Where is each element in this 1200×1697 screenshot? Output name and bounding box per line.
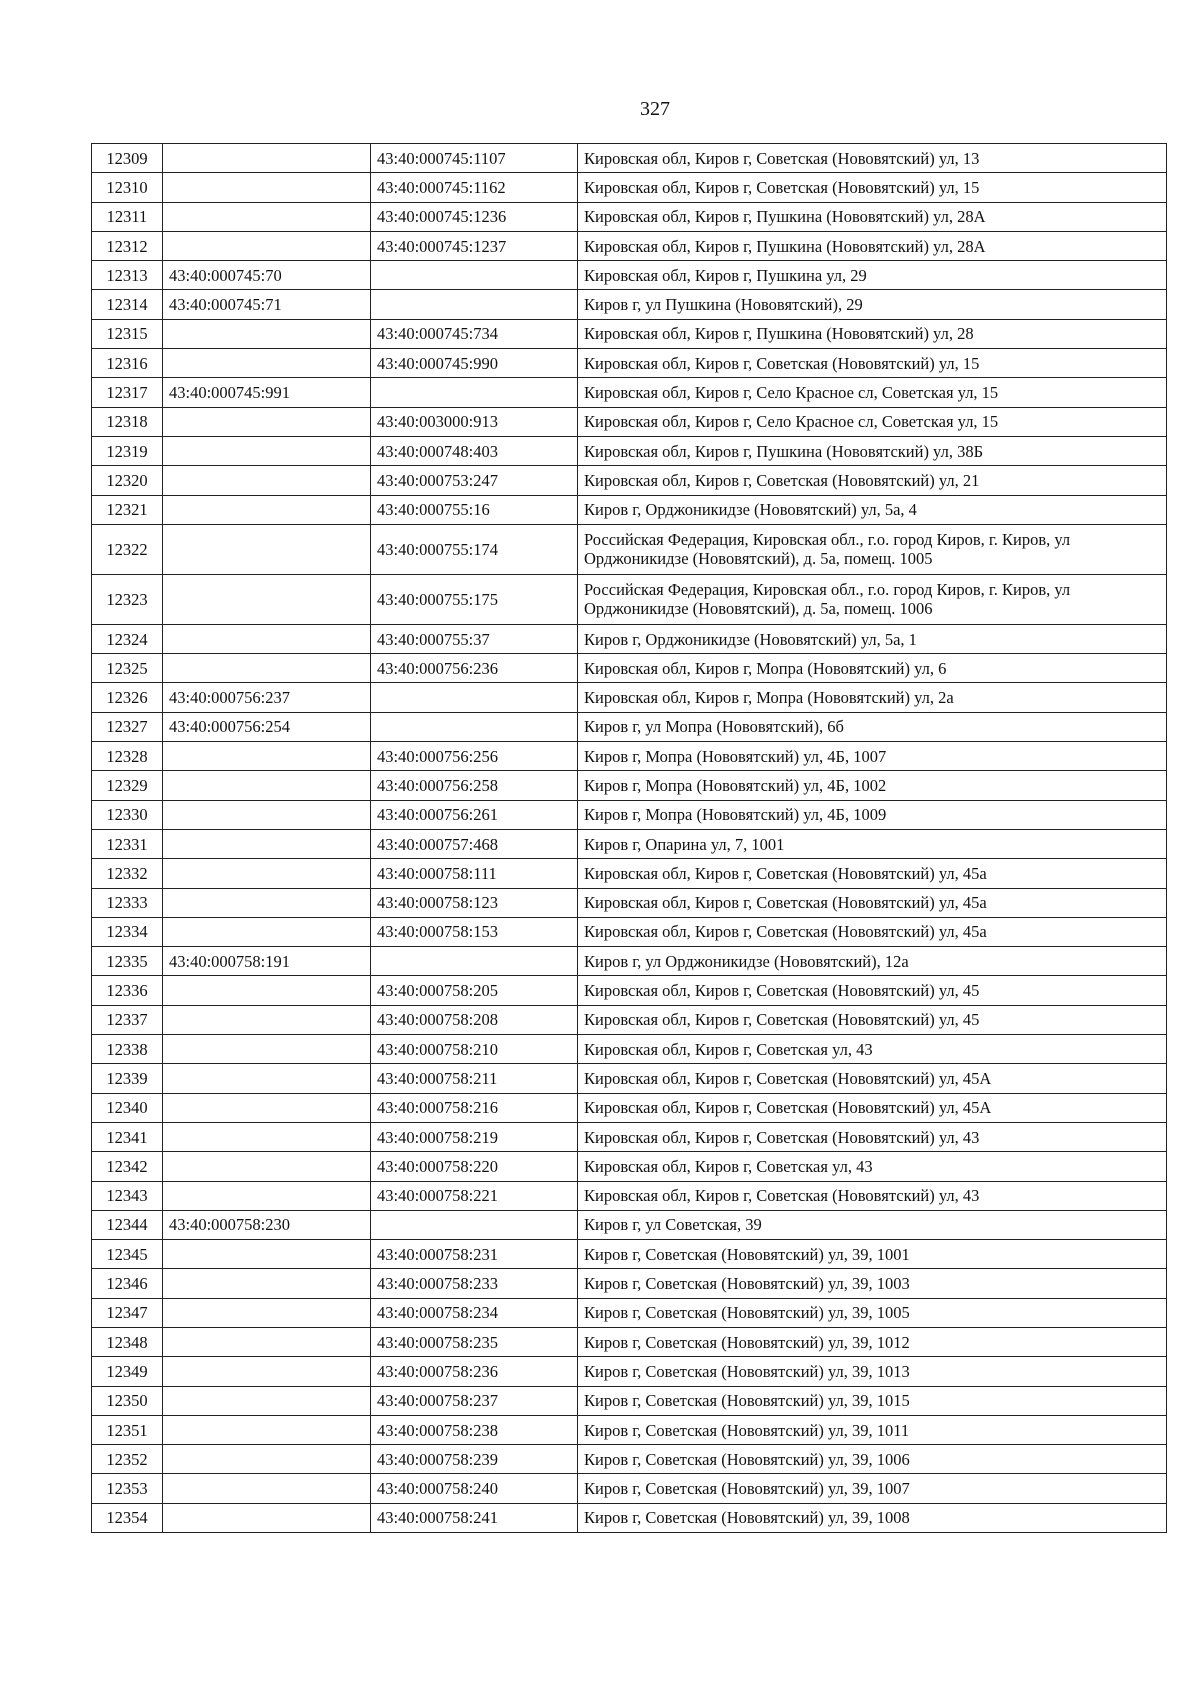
row-number-cell: 12350 bbox=[92, 1386, 163, 1415]
row-number-cell: 12318 bbox=[92, 407, 163, 436]
cadastral-number-b-cell: 43:40:000753:247 bbox=[371, 466, 578, 495]
cadastral-number-b-cell bbox=[371, 261, 578, 290]
cadastral-number-a-cell bbox=[163, 1152, 371, 1181]
address-cell: Кировская обл, Киров г, Советская (Нововятский) ул, 15 bbox=[578, 173, 1167, 202]
row-number-cell: 12338 bbox=[92, 1035, 163, 1064]
table-row bbox=[92, 888, 1167, 917]
table-row bbox=[92, 1327, 1167, 1356]
table-row bbox=[92, 436, 1167, 465]
cadastral-number-b-cell bbox=[371, 378, 578, 407]
table-row bbox=[92, 202, 1167, 231]
address-cell: Кировская обл, Киров г, Советская (Нововятский) ул, 43 bbox=[578, 1122, 1167, 1151]
table-row bbox=[92, 800, 1167, 829]
row-number-cell: 12311 bbox=[92, 202, 163, 231]
cadastral-number-a-cell bbox=[163, 742, 371, 771]
cadastral-number-a-cell bbox=[163, 1386, 371, 1415]
cadastral-number-b-cell: 43:40:000758:111 bbox=[371, 859, 578, 888]
cadastral-number-a-cell bbox=[163, 859, 371, 888]
cadastral-number-a-cell bbox=[163, 1415, 371, 1444]
row-number-cell: 12315 bbox=[92, 319, 163, 348]
cadastral-number-a-cell bbox=[163, 1064, 371, 1093]
cadastral-number-a-cell bbox=[163, 1445, 371, 1474]
address-cell: Кировская обл, Киров г, Советская (Нововятский) ул, 43 bbox=[578, 1181, 1167, 1210]
cadastral-number-b-cell bbox=[371, 712, 578, 741]
table-row bbox=[92, 771, 1167, 800]
table-row bbox=[92, 378, 1167, 407]
table-row bbox=[92, 1210, 1167, 1239]
row-number-cell: 12330 bbox=[92, 800, 163, 829]
cadastral-number-b-cell: 43:40:000755:16 bbox=[371, 495, 578, 524]
row-number-cell: 12313 bbox=[92, 261, 163, 290]
row-number-cell: 12345 bbox=[92, 1240, 163, 1269]
table-row bbox=[92, 712, 1167, 741]
address-cell: Киров г, Советская (Нововятский) ул, 39, 1003 bbox=[578, 1269, 1167, 1298]
address-cell: Российская Федерация, Кировская обл., г.о. город Киров, г. Киров, ул Орджоникидзе (Нововятский), д. 5а, помещ. 1005 bbox=[578, 524, 1167, 574]
table-row bbox=[92, 1122, 1167, 1151]
address-cell: Киров г, Опарина ул, 7, 1001 bbox=[578, 829, 1167, 858]
cadastral-number-b-cell: 43:40:000745:1236 bbox=[371, 202, 578, 231]
cadastral-number-a-cell bbox=[163, 1357, 371, 1386]
cadastral-number-b-cell: 43:40:000758:238 bbox=[371, 1415, 578, 1444]
cadastral-number-b-cell: 43:40:000758:211 bbox=[371, 1064, 578, 1093]
table-row bbox=[92, 917, 1167, 946]
cadastral-number-b-cell: 43:40:000758:240 bbox=[371, 1474, 578, 1503]
cadastral-number-a-cell bbox=[163, 1503, 371, 1532]
cadastral-number-b-cell: 43:40:000758:237 bbox=[371, 1386, 578, 1415]
cadastral-number-a-cell bbox=[163, 1122, 371, 1151]
cadastral-number-a-cell bbox=[163, 466, 371, 495]
cadastral-number-a-cell bbox=[163, 144, 371, 173]
cadastral-number-a-cell bbox=[163, 524, 371, 574]
table-row bbox=[92, 1298, 1167, 1327]
cadastral-number-a-cell bbox=[163, 173, 371, 202]
row-number-cell: 12321 bbox=[92, 495, 163, 524]
table-row bbox=[92, 1181, 1167, 1210]
address-cell: Киров г, Советская (Нововятский) ул, 39, 1008 bbox=[578, 1503, 1167, 1532]
cadastral-number-b-cell: 43:40:000755:37 bbox=[371, 624, 578, 653]
cadastral-number-a-cell bbox=[163, 1093, 371, 1122]
cadastral-number-a-cell bbox=[163, 349, 371, 378]
row-number-cell: 12314 bbox=[92, 290, 163, 319]
row-number-cell: 12312 bbox=[92, 231, 163, 260]
row-number-cell: 12329 bbox=[92, 771, 163, 800]
table-row bbox=[92, 290, 1167, 319]
cadastral-number-a-cell bbox=[163, 202, 371, 231]
table-row bbox=[92, 1152, 1167, 1181]
cadastral-number-b-cell: 43:40:000758:205 bbox=[371, 976, 578, 1005]
cadastral-number-b-cell: 43:40:000758:220 bbox=[371, 1152, 578, 1181]
cadastral-number-b-cell: 43:40:000758:241 bbox=[371, 1503, 578, 1532]
cadastral-number-a-cell bbox=[163, 231, 371, 260]
cadastral-number-a-cell bbox=[163, 800, 371, 829]
row-number-cell: 12335 bbox=[92, 947, 163, 976]
cadastral-number-a-cell: 43:40:000745:71 bbox=[163, 290, 371, 319]
row-number-cell: 12310 bbox=[92, 173, 163, 202]
row-number-cell: 12352 bbox=[92, 1445, 163, 1474]
address-cell: Кировская обл, Киров г, Советская (Нововятский) ул, 13 bbox=[578, 144, 1167, 173]
cadastral-number-a-cell bbox=[163, 1035, 371, 1064]
address-cell: Кировская обл, Киров г, Советская ул, 43 bbox=[578, 1152, 1167, 1181]
cadastral-number-a-cell bbox=[163, 407, 371, 436]
address-cell: Киров г, ул Пушкина (Нововятский), 29 bbox=[578, 290, 1167, 319]
table-row bbox=[92, 1093, 1167, 1122]
row-number-cell: 12340 bbox=[92, 1093, 163, 1122]
row-number-cell: 12327 bbox=[92, 712, 163, 741]
address-cell: Кировская обл, Киров г, Советская (Нововятский) ул, 45А bbox=[578, 1093, 1167, 1122]
cadastral-number-a-cell bbox=[163, 319, 371, 348]
address-cell: Киров г, Советская (Нововятский) ул, 39, 1012 bbox=[578, 1327, 1167, 1356]
address-cell: Киров г, Советская (Нововятский) ул, 39, 1013 bbox=[578, 1357, 1167, 1386]
cadastral-number-a-cell bbox=[163, 574, 371, 624]
cadastral-number-b-cell: 43:40:000758:219 bbox=[371, 1122, 578, 1151]
row-number-cell: 12326 bbox=[92, 683, 163, 712]
address-cell: Кировская обл, Киров г, Советская (Нововятский) ул, 45 bbox=[578, 1005, 1167, 1034]
address-cell: Кировская обл, Киров г, Село Красное сл, Советская ул, 15 bbox=[578, 407, 1167, 436]
address-cell: Кировская обл, Киров г, Пушкина (Нововятский) ул, 28А bbox=[578, 231, 1167, 260]
table-row bbox=[92, 1503, 1167, 1532]
registry-table bbox=[91, 143, 1167, 1533]
cadastral-number-b-cell: 43:40:003000:913 bbox=[371, 407, 578, 436]
cadastral-number-a-cell: 43:40:000756:237 bbox=[163, 683, 371, 712]
table-row bbox=[92, 407, 1167, 436]
table-row bbox=[92, 466, 1167, 495]
cadastral-number-a-cell bbox=[163, 1327, 371, 1356]
table-row bbox=[92, 1474, 1167, 1503]
cadastral-number-b-cell: 43:40:000758:235 bbox=[371, 1327, 578, 1356]
address-cell: Киров г, Советская (Нововятский) ул, 39, 1015 bbox=[578, 1386, 1167, 1415]
cadastral-number-b-cell bbox=[371, 683, 578, 712]
row-number-cell: 12342 bbox=[92, 1152, 163, 1181]
table-row bbox=[92, 1240, 1167, 1269]
address-cell: Киров г, Мопра (Нововятский) ул, 4Б, 1002 bbox=[578, 771, 1167, 800]
table-row bbox=[92, 144, 1167, 173]
cadastral-number-a-cell: 43:40:000756:254 bbox=[163, 712, 371, 741]
cadastral-number-b-cell: 43:40:000755:175 bbox=[371, 574, 578, 624]
row-number-cell: 12328 bbox=[92, 742, 163, 771]
address-cell: Киров г, Советская (Нововятский) ул, 39, 1005 bbox=[578, 1298, 1167, 1327]
row-number-cell: 12348 bbox=[92, 1327, 163, 1356]
table-row bbox=[92, 261, 1167, 290]
cadastral-number-b-cell: 43:40:000745:734 bbox=[371, 319, 578, 348]
row-number-cell: 12339 bbox=[92, 1064, 163, 1093]
address-cell: Киров г, Мопра (Нововятский) ул, 4Б, 1007 bbox=[578, 742, 1167, 771]
address-cell: Кировская обл, Киров г, Пушкина (Нововятский) ул, 38Б bbox=[578, 436, 1167, 465]
address-cell: Киров г, Советская (Нововятский) ул, 39, 1007 bbox=[578, 1474, 1167, 1503]
table-row bbox=[92, 349, 1167, 378]
row-number-cell: 12317 bbox=[92, 378, 163, 407]
address-cell: Кировская обл, Киров г, Советская (Нововятский) ул, 45а bbox=[578, 917, 1167, 946]
row-number-cell: 12322 bbox=[92, 524, 163, 574]
cadastral-number-b-cell: 43:40:000758:231 bbox=[371, 1240, 578, 1269]
table-row bbox=[92, 683, 1167, 712]
cadastral-number-b-cell: 43:40:000758:208 bbox=[371, 1005, 578, 1034]
address-cell: Кировская обл, Киров г, Мопра (Нововятский) ул, 6 bbox=[578, 654, 1167, 683]
address-cell: Кировская обл, Киров г, Советская (Нововятский) ул, 21 bbox=[578, 466, 1167, 495]
cadastral-number-a-cell bbox=[163, 1181, 371, 1210]
cadastral-number-b-cell: 43:40:000756:236 bbox=[371, 654, 578, 683]
cadastral-number-b-cell: 43:40:000758:236 bbox=[371, 1357, 578, 1386]
address-cell: Кировская обл, Киров г, Советская ул, 43 bbox=[578, 1035, 1167, 1064]
table-row bbox=[92, 1445, 1167, 1474]
cadastral-number-b-cell: 43:40:000758:239 bbox=[371, 1445, 578, 1474]
address-cell: Киров г, ул Мопра (Нововятский), 6б bbox=[578, 712, 1167, 741]
row-number-cell: 12343 bbox=[92, 1181, 163, 1210]
row-number-cell: 12347 bbox=[92, 1298, 163, 1327]
cadastral-number-a-cell bbox=[163, 1240, 371, 1269]
address-cell: Киров г, ул Советская, 39 bbox=[578, 1210, 1167, 1239]
row-number-cell: 12341 bbox=[92, 1122, 163, 1151]
cadastral-number-a-cell bbox=[163, 495, 371, 524]
address-cell: Кировская обл, Киров г, Советская (Нововятский) ул, 45а bbox=[578, 888, 1167, 917]
cadastral-number-b-cell: 43:40:000745:1162 bbox=[371, 173, 578, 202]
address-cell: Киров г, Орджоникидзе (Нововятский) ул, 5а, 1 bbox=[578, 624, 1167, 653]
cadastral-number-a-cell: 43:40:000745:70 bbox=[163, 261, 371, 290]
cadastral-number-a-cell bbox=[163, 1005, 371, 1034]
cadastral-number-b-cell: 43:40:000745:1107 bbox=[371, 144, 578, 173]
row-number-cell: 12331 bbox=[92, 829, 163, 858]
cadastral-number-b-cell bbox=[371, 947, 578, 976]
cadastral-number-b-cell: 43:40:000756:261 bbox=[371, 800, 578, 829]
row-number-cell: 12349 bbox=[92, 1357, 163, 1386]
row-number-cell: 12309 bbox=[92, 144, 163, 173]
address-cell: Киров г, Орджоникидзе (Нововятский) ул, 5а, 4 bbox=[578, 495, 1167, 524]
cadastral-number-a-cell: 43:40:000758:230 bbox=[163, 1210, 371, 1239]
cadastral-number-b-cell: 43:40:000758:210 bbox=[371, 1035, 578, 1064]
cadastral-number-a-cell bbox=[163, 1269, 371, 1298]
row-number-cell: 12346 bbox=[92, 1269, 163, 1298]
table-row bbox=[92, 1269, 1167, 1298]
page-number: 327 bbox=[640, 98, 670, 120]
row-number-cell: 12319 bbox=[92, 436, 163, 465]
table-row bbox=[92, 624, 1167, 653]
address-cell: Кировская обл, Киров г, Пушкина (Нововятский) ул, 28 bbox=[578, 319, 1167, 348]
table-row bbox=[92, 829, 1167, 858]
address-cell: Киров г, Советская (Нововятский) ул, 39, 1006 bbox=[578, 1445, 1167, 1474]
row-number-cell: 12354 bbox=[92, 1503, 163, 1532]
cadastral-number-b-cell: 43:40:000745:990 bbox=[371, 349, 578, 378]
cadastral-number-a-cell bbox=[163, 654, 371, 683]
row-number-cell: 12324 bbox=[92, 624, 163, 653]
row-number-cell: 12336 bbox=[92, 976, 163, 1005]
cadastral-number-b-cell: 43:40:000758:123 bbox=[371, 888, 578, 917]
row-number-cell: 12334 bbox=[92, 917, 163, 946]
cadastral-number-a-cell bbox=[163, 771, 371, 800]
table-row bbox=[92, 524, 1167, 574]
cadastral-number-b-cell bbox=[371, 290, 578, 319]
row-number-cell: 12333 bbox=[92, 888, 163, 917]
cadastral-number-a-cell bbox=[163, 917, 371, 946]
row-number-cell: 12323 bbox=[92, 574, 163, 624]
cadastral-number-a-cell bbox=[163, 888, 371, 917]
table-row bbox=[92, 495, 1167, 524]
table-row bbox=[92, 1005, 1167, 1034]
table-row bbox=[92, 654, 1167, 683]
cadastral-number-b-cell: 43:40:000756:256 bbox=[371, 742, 578, 771]
cadastral-number-b-cell: 43:40:000758:216 bbox=[371, 1093, 578, 1122]
cadastral-number-a-cell bbox=[163, 1298, 371, 1327]
address-cell: Кировская обл, Киров г, Пушкина (Нововятский) ул, 28А bbox=[578, 202, 1167, 231]
table-row bbox=[92, 976, 1167, 1005]
cadastral-number-b-cell: 43:40:000745:1237 bbox=[371, 231, 578, 260]
row-number-cell: 12320 bbox=[92, 466, 163, 495]
cadastral-number-b-cell: 43:40:000756:258 bbox=[371, 771, 578, 800]
cadastral-number-a-cell: 43:40:000745:991 bbox=[163, 378, 371, 407]
address-cell: Кировская обл, Киров г, Село Красное сл, Советская ул, 15 bbox=[578, 378, 1167, 407]
cadastral-number-b-cell: 43:40:000758:233 bbox=[371, 1269, 578, 1298]
address-cell: Киров г, Мопра (Нововятский) ул, 4Б, 1009 bbox=[578, 800, 1167, 829]
address-cell: Кировская обл, Киров г, Советская (Нововятский) ул, 15 bbox=[578, 349, 1167, 378]
row-number-cell: 12325 bbox=[92, 654, 163, 683]
address-cell: Российская Федерация, Кировская обл., г.о. город Киров, г. Киров, ул Орджоникидзе (Нововятский), д. 5а, помещ. 1006 bbox=[578, 574, 1167, 624]
cadastral-number-a-cell bbox=[163, 624, 371, 653]
address-cell: Кировская обл, Киров г, Советская (Нововятский) ул, 45а bbox=[578, 859, 1167, 888]
table-row bbox=[92, 1415, 1167, 1444]
address-cell: Кировская обл, Киров г, Пушкина ул, 29 bbox=[578, 261, 1167, 290]
cadastral-number-a-cell bbox=[163, 1474, 371, 1503]
address-cell: Кировская обл, Киров г, Мопра (Нововятский) ул, 2а bbox=[578, 683, 1167, 712]
table-row bbox=[92, 947, 1167, 976]
row-number-cell: 12316 bbox=[92, 349, 163, 378]
cadastral-number-b-cell: 43:40:000758:221 bbox=[371, 1181, 578, 1210]
cadastral-number-b-cell: 43:40:000758:234 bbox=[371, 1298, 578, 1327]
cadastral-number-b-cell: 43:40:000758:153 bbox=[371, 917, 578, 946]
cadastral-number-b-cell: 43:40:000755:174 bbox=[371, 524, 578, 574]
cadastral-number-b-cell: 43:40:000748:403 bbox=[371, 436, 578, 465]
row-number-cell: 12351 bbox=[92, 1415, 163, 1444]
table-row bbox=[92, 231, 1167, 260]
table-row bbox=[92, 1064, 1167, 1093]
table-row bbox=[92, 574, 1167, 624]
registry-table-body bbox=[92, 144, 1167, 1533]
address-cell: Киров г, ул Орджоникидзе (Нововятский), 12а bbox=[578, 947, 1167, 976]
row-number-cell: 12337 bbox=[92, 1005, 163, 1034]
table-row bbox=[92, 1357, 1167, 1386]
table-row bbox=[92, 1386, 1167, 1415]
table-row bbox=[92, 173, 1167, 202]
row-number-cell: 12353 bbox=[92, 1474, 163, 1503]
table-row bbox=[92, 319, 1167, 348]
cadastral-number-a-cell bbox=[163, 829, 371, 858]
cadastral-number-a-cell bbox=[163, 976, 371, 1005]
address-cell: Киров г, Советская (Нововятский) ул, 39, 1011 bbox=[578, 1415, 1167, 1444]
row-number-cell: 12332 bbox=[92, 859, 163, 888]
row-number-cell: 12344 bbox=[92, 1210, 163, 1239]
address-cell: Киров г, Советская (Нововятский) ул, 39, 1001 bbox=[578, 1240, 1167, 1269]
table-row bbox=[92, 742, 1167, 771]
address-cell: Кировская обл, Киров г, Советская (Нововятский) ул, 45 bbox=[578, 976, 1167, 1005]
table-row bbox=[92, 859, 1167, 888]
address-cell: Кировская обл, Киров г, Советская (Нововятский) ул, 45А bbox=[578, 1064, 1167, 1093]
cadastral-number-b-cell: 43:40:000757:468 bbox=[371, 829, 578, 858]
cadastral-number-a-cell bbox=[163, 436, 371, 465]
cadastral-number-a-cell: 43:40:000758:191 bbox=[163, 947, 371, 976]
cadastral-number-b-cell bbox=[371, 1210, 578, 1239]
table-row bbox=[92, 1035, 1167, 1064]
